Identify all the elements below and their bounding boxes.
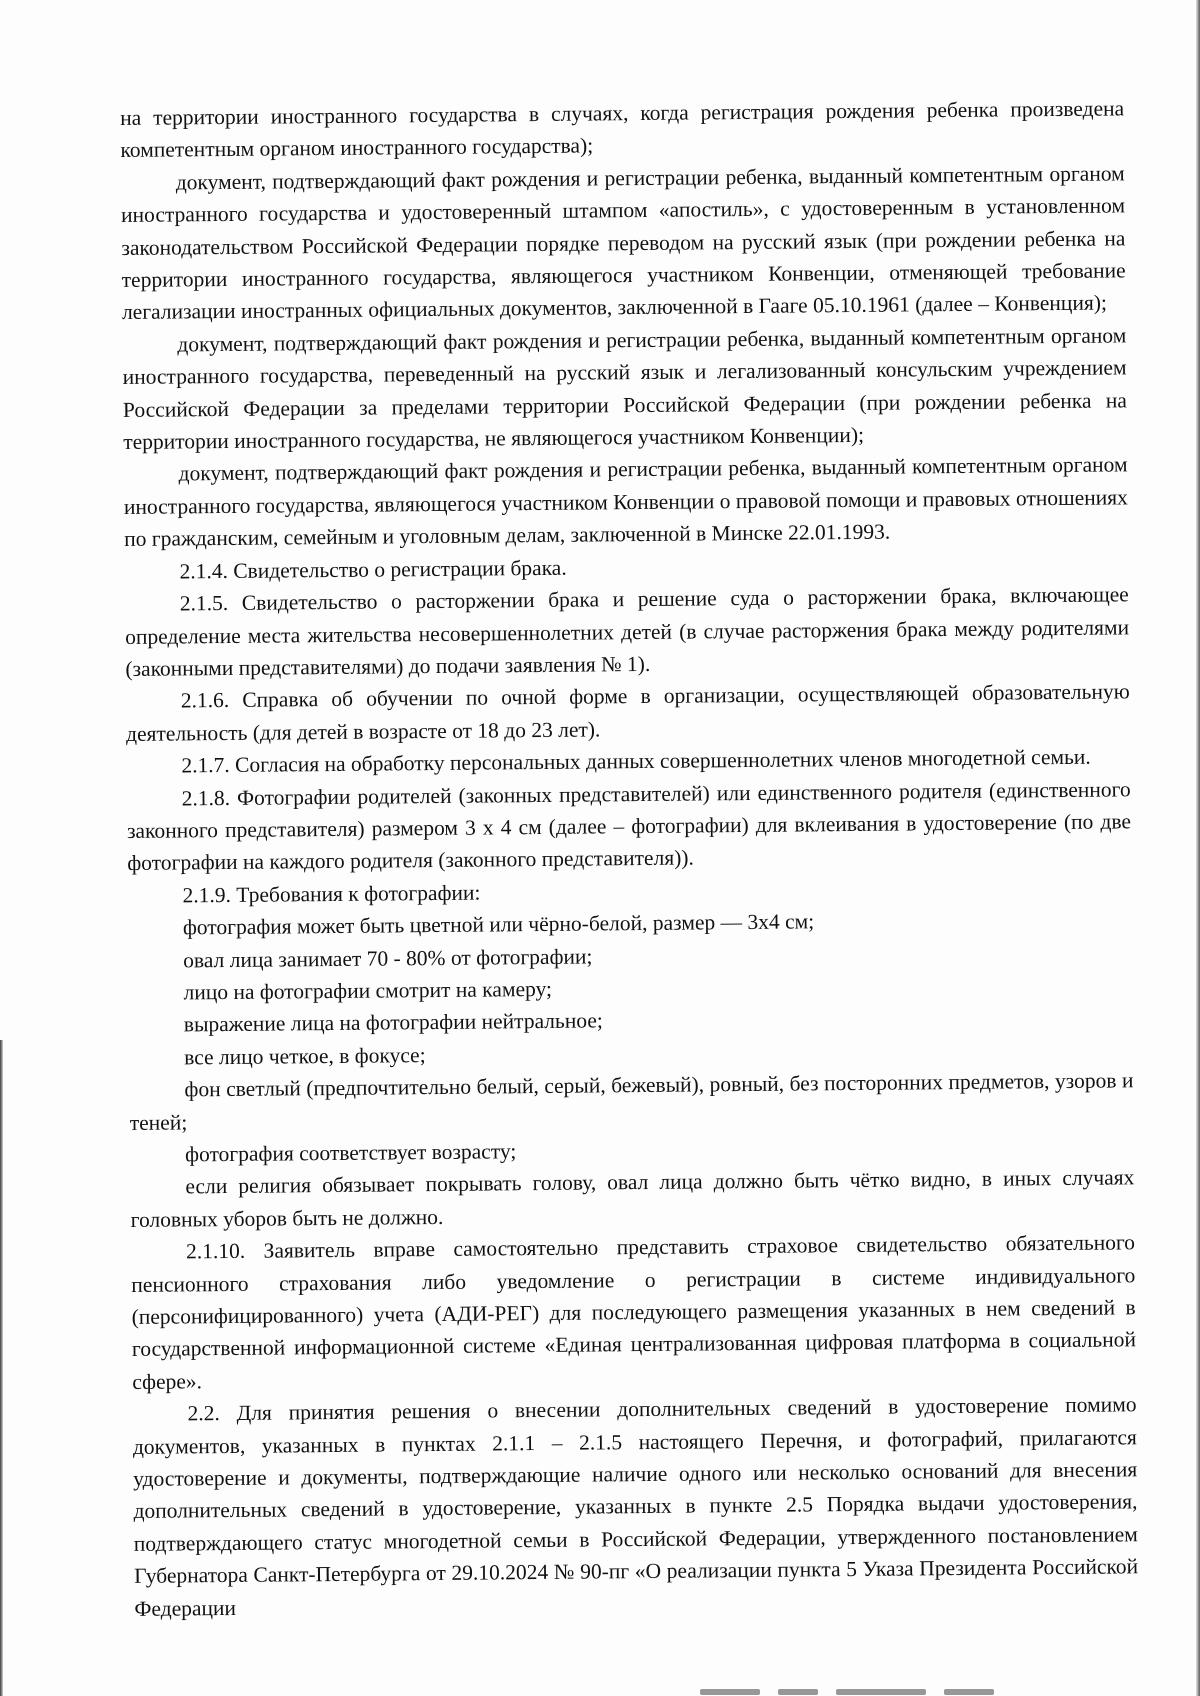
paragraph-2-1-8: 2.1.8. Фотографии родителей (законных представителей) или единственного родителя (единственного законного представителя) размером 3 х 4 см (далее – фотографии) для вклеивания в удостоверение (по две фотографии на каждого родителя (законного представителя)). xyxy=(126,776,1132,876)
paragraph-2-1-10: 2.1.10. Заявитель вправе самостоятельно представить страховое свидетельство обязательного пенсионного страхования либо уведомление о регистрации в системе индивидуального (персонифицированного) учета (АДИ-РЕГ) для последующего размещения указанных в нем сведений в государственной информационной системе «Единая централизованная цифровая платформа в социальной сфере». xyxy=(131,1230,1137,1394)
photo-requirement-item: все лицо четкое, в фокусе; xyxy=(184,1042,426,1070)
paragraph-2-1-7: 2.1.7. Согласия на обработку персональных данных совершеннолетних членов многодетной семьи. xyxy=(181,744,1091,778)
paragraph-2-2: 2.2. Для принятия решения о внесении дополнительных сведений в удостоверение помимо документов, указанных в пунктах 2.1.1 – 2.1.5 настоящего Перечня, и фотографий, прилагаются удостоверение и документы, подтверждающие наличие одного или несколько оснований для внесения дополнительных сведений в удостоверение, указанных в пункте 2.5 Порядка выдачи удостоверения, подтверждающего статус многодетной семьи в Российской Федерации, утвержденного постановлением Губернатора Санкт-Петербурга от 29.10.2024 № 90-пг «О реализации пункта 5 Указа Президента Российской Федерации xyxy=(132,1392,1139,1621)
photo-requirement-item: фон светлый (предпочтительно белый, серый, бежевый), ровный, без посторонних предметов, узоров и теней; xyxy=(129,1068,1134,1135)
photo-requirement-item: фотография соответствует возрасту; xyxy=(184,1139,517,1167)
paragraph-apostille-document: документ, подтверждающий факт рождения и регистрации ребенка, выданный компетентным органом иностранного государства и удостоверенный штампом «апостиль», с удостоверенным в установленном законодательством Российской Федерации порядке переводом на русский язык (при рождении ребенка на территории иностранного государства, являющегося участником Конвенции, отменяющей требование легализации иностранных официальных документов, заключенной в Гааге 05.10.1961 (далее – Конвенция); xyxy=(120,161,1126,325)
photo-requirement-item: если религия обязывает покрывать голову, овал лица должно быть чётко видно, в иных случаях головных уборов быть не должно. xyxy=(130,1165,1135,1232)
photo-requirement-item: фотография может быть цветной или чёрно-белой, размер –– 3х4 см; xyxy=(182,909,815,940)
paragraph-2-1-9: 2.1.9. Требования к фотографии: xyxy=(182,880,481,908)
scan-footer-smudge xyxy=(700,1682,1020,1690)
photo-requirement-item: лицо на фотографии смотрит на камеру; xyxy=(183,976,553,1005)
paragraph-minsk-convention-document: документ, подтверждающий факт рождения и регистрации ребенка, выданный компетентным органом иностранного государства, являющегося участником Конвенции о правовой помощи и правовых отношениях по гражданским, семейным и уголовным делам, заключенной в Минске 22.01.1993. xyxy=(123,452,1128,552)
photo-requirement-item: выражение лица на фотографии нейтральное; xyxy=(183,1008,603,1037)
document-body xyxy=(120,92,1139,1625)
scan-edge-right xyxy=(1196,0,1200,1696)
photo-requirement-item: овал лица занимает 70 - 80% от фотографии; xyxy=(183,944,593,972)
paragraph-legalized-document: документ, подтверждающий факт рождения и регистрации ребенка, выданный компетентным органом иностранного государства, переведенный на русский язык и легализованный консульским учреждением Российской Федерации за пределами территории Российской Федерации (при рождении ребенка на территории иностранного государства, не являющегося участником Конвенции); xyxy=(122,323,1128,455)
paragraph-2-1-5: 2.1.5. Свидетельство о расторжении брака и решение суда о расторжении брака, включающее определение места жительства несовершеннолетних детей (в случае расторжения брака между родителями (законными представителями) до подачи заявления № 1). xyxy=(125,582,1130,681)
paragraph-2-1-6: 2.1.6. Справка об обучении по очной форме в организации, осуществляющей образовательную деятельность (для детей в возрасте от 18 до 23 лет). xyxy=(125,679,1130,746)
scan-edge-left xyxy=(0,1040,3,1696)
paragraph-continuation: на территории иностранного государства в случаях, когда регистрация рождения ребенка произведена компетентным органом иностранного государства); xyxy=(120,96,1125,163)
paragraph-2-1-4: 2.1.4. Свидетельство о регистрации брака. xyxy=(179,555,567,584)
